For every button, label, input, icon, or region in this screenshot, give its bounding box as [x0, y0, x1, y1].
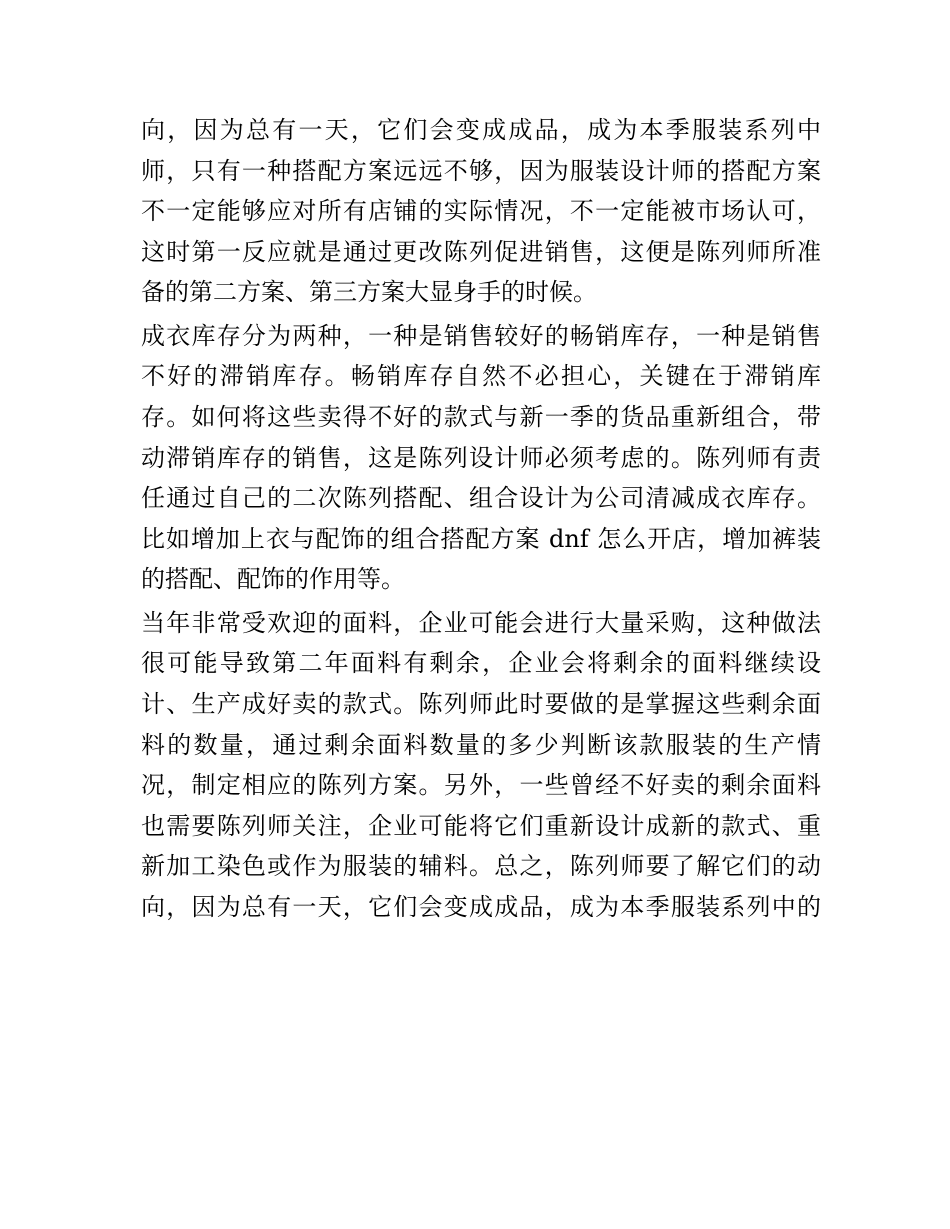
text-line: 成衣库存分为两种，一种是销售较好的畅销库存，一种是销售 [141, 321, 821, 350]
text-line: 备的第二方案、第三方案大显身手的时候。 [141, 278, 597, 307]
text-line: 当年非常受欢迎的面料，企业可能会进行大量采购，这种做法 [141, 608, 821, 637]
text-line: 的搭配、配饰的作用等。 [141, 565, 405, 594]
text-line: 料的数量，通过剩余面料数量的多少判断该款服装的生产情 [141, 730, 821, 759]
text-line: 不好的滞销库存。畅销库存自然不必担心，关键在于滞销库 [141, 362, 821, 391]
text-line: 也需要陈列师关注，企业可能将它们重新设计成新的款式、重 [141, 811, 821, 840]
text-line: 很可能导致第二年面料有剩余，企业会将剩余的面料继续设 [141, 649, 821, 678]
document-body [141, 110, 821, 927]
text-line: 向，因为总有一天，它们会变成成品，成为本季服装系列中的 [141, 892, 821, 921]
paragraph-1 [141, 110, 821, 313]
text-line: 向，因为总有一天，它们会变成成品，成为本季服装系列中 [141, 116, 821, 144]
text-line: 这时第一反应就是通过更改陈列促进销售，这便是陈列师所准 [141, 237, 821, 266]
text-line: 师，只有一种搭配方案远远不够，因为服装设计师的搭配方案 [141, 156, 821, 185]
text-line: 计、生产成好卖的款式。陈列师此时要做的是掌握这些剩余面 [141, 689, 821, 718]
paragraph-3 [141, 603, 821, 928]
text-line: 况，制定相应的陈列方案。另外，一些曾经不好卖的剩余面料 [141, 771, 821, 800]
text-line: 任通过自己的二次陈列搭配、组合设计为公司清减成衣库存。 [141, 484, 821, 513]
text-line: 存。如何将这些卖得不好的款式与新一季的货品重新组合，带 [141, 402, 821, 431]
text-line: 不一定能够应对所有店铺的实际情况，不一定能被市场认可， [141, 197, 821, 226]
text-line: 动滞销库存的销售，这是陈列设计师必须考虑的。陈列师有责 [141, 443, 821, 472]
paragraph-2 [141, 316, 821, 600]
text-line: 比如增加上衣与配饰的组合搭配方案 dnf 怎么开店，增加裤装 [141, 524, 821, 553]
text-line: 新加工染色或作为服装的辅料。总之，陈列师要了解它们的动 [141, 852, 821, 881]
